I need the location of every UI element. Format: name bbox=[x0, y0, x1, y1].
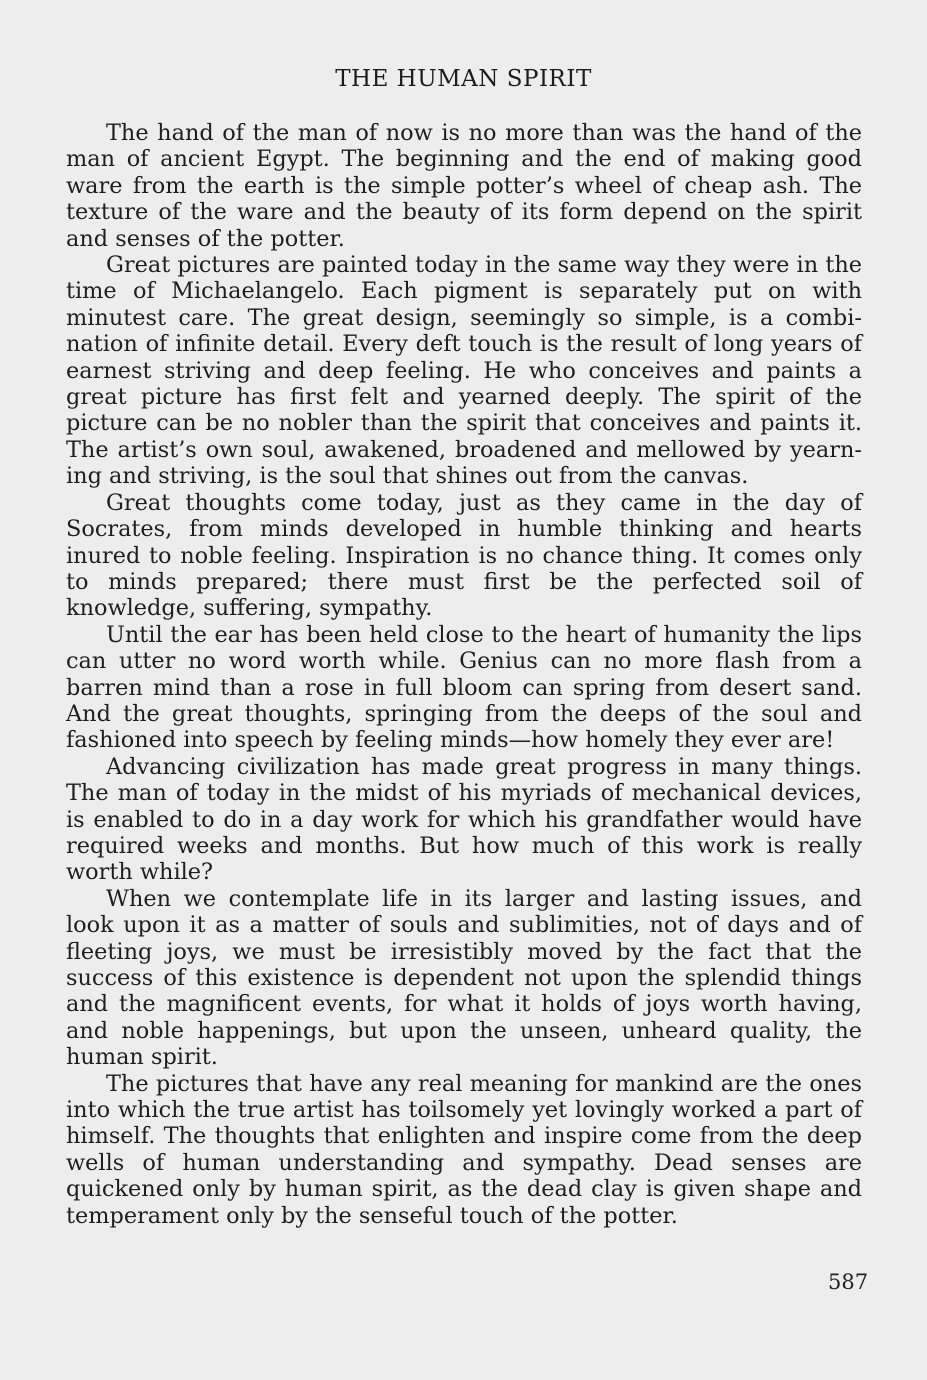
page-title: THE HUMAN SPIRIT bbox=[335, 66, 592, 92]
page-number: 587 bbox=[828, 1270, 869, 1294]
paragraph: Great pictures are painted today in the same way they were in the time of Michaelangelo. Each pigment is separately put on with minutest care. The great design, seemingly so simple, is a combination of infinite detail. Every deft touch is the result of long years of earnest striving and deep feeling. He who conceives and paints a great picture has first felt and yearned deeply. The spirit of the picture can be no nobler than the spirit that conceives and paints it. The artist’s own soul, awakened, broadened and mellowed by yearning and striving, is the soul that shines out from the canvas. bbox=[66, 252, 862, 490]
paragraph: Great thoughts come today, just as they came in the day of Socrates, from minds developed in humble thinking and hearts inured to noble feeling. Inspiration is no chance thing. It comes only to minds prepared; there must first be the perfected soil of knowledge, suffering, sympathy. bbox=[66, 489, 862, 622]
essay-body bbox=[66, 120, 862, 1229]
paragraph: The hand of the man of now is no more than was the hand of the man of ancient Egypt. The beginning and the end of making good ware from the earth is the simple potter’s wheel of cheap ash. The texture of the ware and the beauty of its form depend on the spirit and senses of the potter. bbox=[66, 120, 862, 252]
paragraph: The pictures that have any real meaning for mankind are the ones into which the true artist has toilsomely yet lovingly worked a part of himself. The thoughts that enlighten and inspire come from the deep wells of human understanding and sympathy. Dead senses are quickened only by human spirit, as the dead clay is given shape and temperament only by the senseful touch of the potter. bbox=[66, 1070, 862, 1229]
paragraph: Advancing civilization has made great progress in many things. The man of today in the midst of his myriads of mechanical devices, is enabled to do in a day work for which his grandfather would have required weeks and months. But how much of this work is really worth while? bbox=[66, 753, 862, 886]
paragraph: Until the ear has been held close to the heart of humanity the lips can utter no word worth while. Genius can no more flash from a barren mind than a rose in full bloom can spring from desert sand. And the great thoughts, springing from the deeps of the soul and fashioned into speech by feeling minds—how homely they ever are! bbox=[66, 621, 862, 754]
paragraph: When we contemplate life in its larger and lasting issues, and look upon it as a matter of souls and sublimities, not of days and of fleeting joys, we must be irresistibly moved by the fact that the success of this existence is dependent not upon the splendid things and the magnificent events, for what it holds of joys worth having, and noble happenings, but upon the unseen, unheard quality, the human spirit. bbox=[66, 885, 862, 1071]
